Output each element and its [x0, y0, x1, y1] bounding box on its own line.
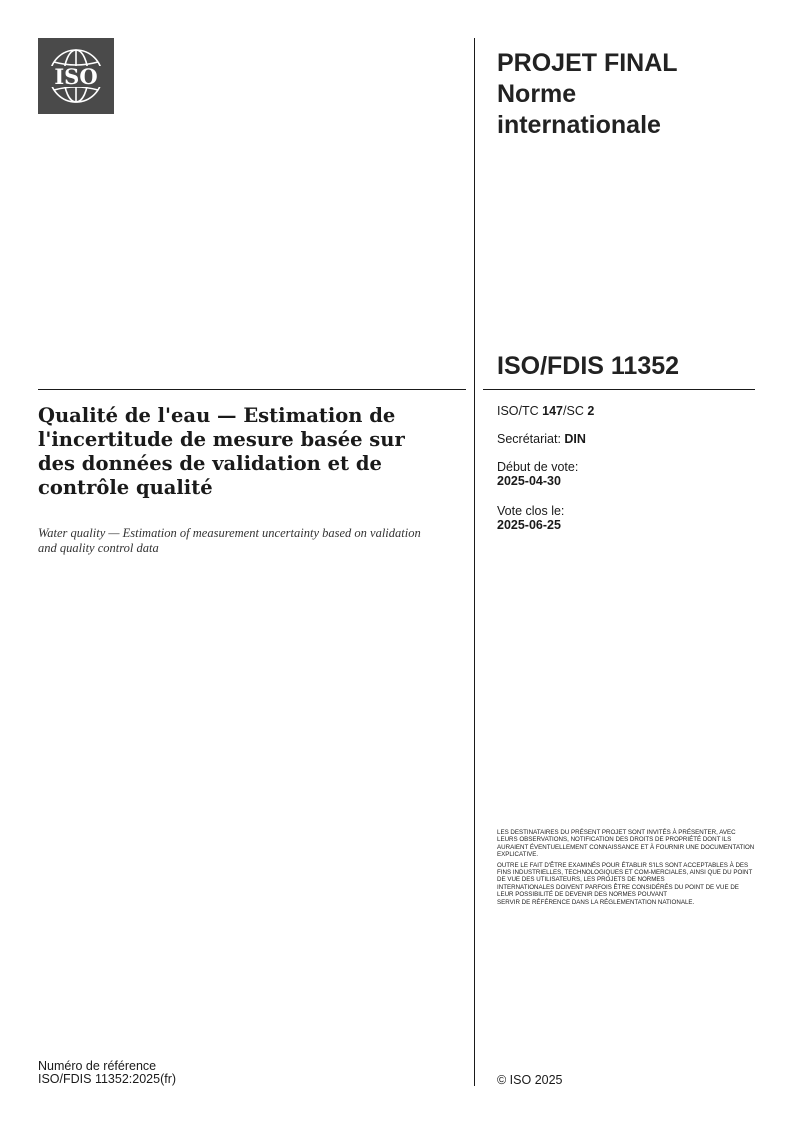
logo-text: ISO — [54, 64, 98, 89]
reference-number — [38, 1060, 176, 1086]
vote-end-date: 2025-06-25 — [497, 518, 561, 532]
reference-value: ISO/FDIS 11352:2025(fr) — [38, 1072, 177, 1086]
notice-paragraph-1: LES DESTINATAIRES DU PRÉSENT PROJET SONT INVITÉS À PRÉSENTER, AVEC LEURS OBSERVATIONS, NOTIFICATION DES DROITS DE PROPRIÉTÉ DONT ILS AURAIENT ÉVENTUELLEMENT CONNAISSANCE ET À FOURNIR UNE DOCUMENTATION EXPLICATIVE. — [497, 829, 755, 859]
vote-start-date: 2025-04-30 — [497, 474, 561, 488]
title-divider-right — [483, 389, 755, 390]
secretariat-info: Secrétariat: DIN — [497, 432, 586, 446]
document-stage-header — [497, 48, 757, 141]
vote-end-label: Vote clos le: — [497, 504, 565, 518]
notice-paragraph-2: OUTRE LE FAIT D'ÊTRE EXAMINÉS POUR ÉTABLIR S'ILS SONT ACCEPTABLES À DES FINS INDUSTRIELLES, TECHNOLOGIQUES ET COM-MERCIALES, AINSI QUE DU POINT DE VUE DES UTILISATEURS, LES PROJETS DE NORMES INTERNATIONALES DOIVENT PARFOIS ÊTRE CONSIDÉRÉS DU POINT DE VUE DE LEUR POSSIBILITÉ DE DEVENIR DES NORMES POUVANT SERVIR DE RÉFÉRENCE DANS LA RÉGLEMENTATION NATIONALE. — [497, 861, 753, 906]
stage-label: PROJET FINAL — [497, 49, 678, 77]
title-french: Qualité de l'eau — Estimation de l'incertitude de mesure basée sur des données de validation et de contrôle qualité — [38, 404, 405, 499]
document-number: ISO/FDIS 11352 — [497, 352, 680, 380]
globe-icon — [38, 38, 114, 114]
vote-end-info — [497, 504, 564, 532]
reference-label: Numéro de référence — [38, 1059, 157, 1073]
vertical-divider — [474, 38, 475, 1086]
doc-type-line1: Norme — [497, 80, 577, 108]
title-divider-left — [38, 389, 466, 390]
vote-start-label: Début de vote: — [497, 460, 579, 474]
iso-logo — [38, 38, 114, 114]
draft-notice — [497, 829, 755, 906]
copyright: © ISO 2025 — [497, 1073, 563, 1087]
doc-type-line2: internationale — [497, 111, 661, 139]
title-english: Water quality — Estimation of measurement uncertainty based on validation and quality control data — [38, 526, 421, 555]
vote-start-info — [497, 460, 578, 488]
committee-info: ISO/TC 147/SC 2 — [497, 404, 595, 418]
